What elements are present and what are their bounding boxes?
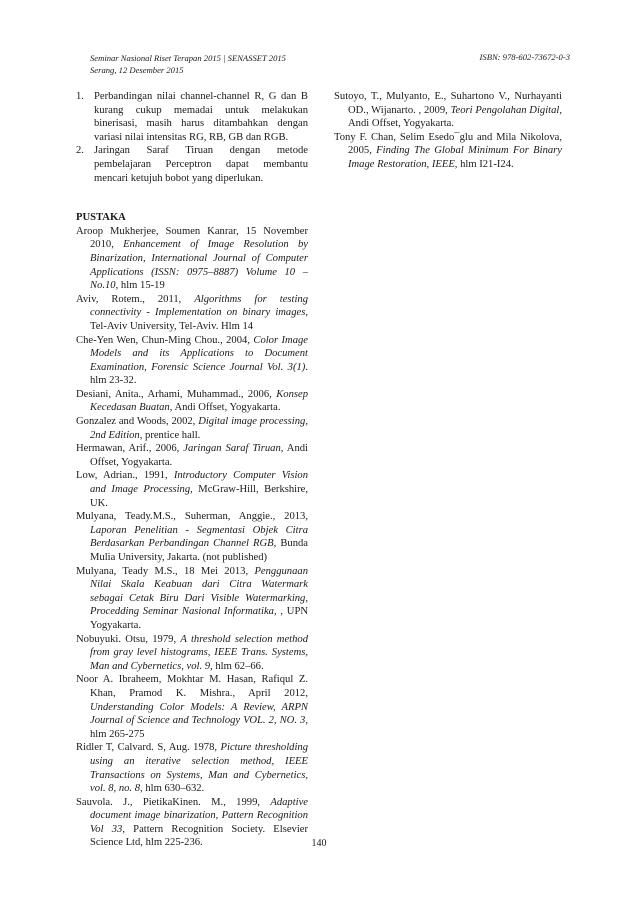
right-column — [334, 90, 562, 172]
reference-authors-year: Tony F. Chan, Selim Esedo¯glu and Mila Nikolova, 2005, — [334, 131, 562, 157]
conclusion-number: 1. — [76, 91, 84, 102]
reference-authors-year: Che-Yen Wen, Chun-Ming Chou., 2004, — [76, 334, 254, 346]
reference-authors-year: Desiani, Anita., Arhami, Muhammad., 2006, — [76, 388, 277, 400]
reference-authors-year: Ridler T, Calvard. S, Aug. 1978, — [76, 742, 221, 754]
reference-title: Finding The Global Minimum For Binary Image Restoration, IEEE — [348, 145, 563, 170]
reference-authors-year: Hermawan, Arif., 2006, — [76, 443, 184, 455]
reference-entry — [334, 90, 562, 131]
reference-publisher-pages: . hlm 23-32. — [90, 361, 308, 387]
reference-entry — [76, 469, 308, 510]
reference-authors-year: Aroop Mukherjee, Soumen Kanrar, 15 November 2010, — [76, 225, 308, 251]
left-column — [76, 90, 308, 850]
reference-entry — [76, 388, 308, 415]
reference-publisher-pages: , Bunda Mulia University, Jakarta. (not published) — [90, 538, 308, 563]
reference-publisher-pages: , Andi Offset, Yogyakarta. — [90, 443, 308, 468]
reference-entry — [76, 741, 308, 795]
header-date-line: Serang, 12 Desember 2015 — [90, 65, 184, 75]
reference-title: Color Image Models and its Applications to Document Examination, Forensic Science Journal Vol. 3(1) — [90, 334, 308, 373]
reference-title: A threshold selection method from gray level histograms, IEEE Trans. Systems, Man and Cybernetics, vol. 9 — [90, 633, 308, 672]
running-header-isbn: ISBN: 978-602-73672-0-3 — [479, 52, 570, 62]
reference-publisher-pages: , McGraw-Hill, Berkshire, UK. — [90, 484, 308, 509]
reference-list — [76, 225, 308, 850]
reference-entry — [76, 565, 308, 633]
reference-authors-year: Gonzalez and Woods, 2002, — [76, 416, 199, 428]
reference-entry — [76, 673, 308, 741]
reference-authors-year: Low, Adrian., 1991, — [76, 470, 174, 482]
conclusion-number: 2. — [76, 145, 84, 157]
reference-authors-year: Nobuyuki. Otsu, 1979, — [76, 633, 181, 645]
reference-publisher-pages: , hlm 265-275 — [90, 715, 308, 740]
conclusion-text: Jaringan Saraf Tiruan dengan metode pembelajaran Perceptron dapat membantu mencari ketujuh bobot yang diperlukan. — [94, 145, 308, 184]
conclusion-item — [76, 144, 308, 185]
reference-title: Algorithms for testing connectivity - Implementation on binary images — [90, 293, 309, 319]
reference-title: Penggunaan Nilai Skala Keabuan dari Citra Watermark sebagai Cetak Biru Dari Visible Watermarking, Procedding Seminar Nasional Informatika — [90, 565, 308, 618]
reference-publisher-pages: , Pattern Recognition Society. Elsevier Science Ltd, hlm 225-236. — [90, 823, 308, 849]
reference-publisher-pages: , hlm 15-19 — [115, 280, 165, 292]
reference-entry — [76, 633, 308, 674]
reference-publisher-pages: , Tel-Aviv University, Tel-Aviv. Hlm 14 — [90, 307, 308, 332]
reference-entry — [76, 334, 308, 388]
conclusion-text: Perbandingan nilai channel-channel R, G dan B kurang cukup memadai untuk melakukan binerisasi, masih harus ditambahkan dengan variasi nilai intensitas RG, RB, GB dan RGB. — [94, 91, 308, 143]
reference-title: Introductory Computer Vision and Image Processing — [90, 470, 308, 496]
reference-authors-year: Mulyana, Teady.M.S., Suherman, Anggie., 2013, — [76, 511, 308, 523]
reference-title: Laporan Penelitian - Segmentasi Objek Citra Berdasarkan Perbandingan Channel RGB — [90, 524, 308, 550]
reference-title: Teori Pengolahan Digital — [450, 104, 560, 116]
conclusion-list — [76, 90, 308, 185]
reference-publisher-pages: , Andi Offset, Yogyakarta. — [348, 104, 562, 130]
page-number: 140 — [311, 838, 327, 849]
reference-publisher-pages: , hlm 62–66. — [210, 660, 264, 672]
reference-authors-year: Sutoyo, T., Mulyanto, E., Suhartono V., Nurhayanti OD., Wijanarto. , 2009, — [334, 91, 562, 116]
reference-entry — [334, 131, 562, 172]
reference-title: Konsep Kecedasan Buatan — [90, 388, 308, 414]
reference-title: Understanding Color Models: A Review, ARPN Journal of Science and Technology VOL. 2, NO. 3 — [90, 701, 308, 727]
reference-entry — [76, 442, 308, 469]
reference-title: Adaptive document image binarization, Pattern Recognition Vol 33 — [90, 796, 308, 835]
header-seminar-line: Seminar Nasional Riset Terapan 2015 | SENASSET 2015 — [90, 53, 286, 63]
reference-title: Jaringan Saraf Tiruan — [183, 443, 281, 455]
reference-title: Digital image processing, 2nd Edition — [90, 416, 308, 441]
reference-publisher-pages: , , UPN Yogyakarta. — [90, 606, 308, 631]
reference-publisher-pages: , prentice hall. — [139, 429, 201, 441]
section-title-pustaka: PUSTAKA — [76, 212, 126, 224]
reference-list-continued — [334, 90, 562, 172]
reference-entry — [76, 510, 308, 564]
reference-title: Picture thresholding using an iterative selection method, IEEE Transactions on Systems, Man and Cybernetics, vol. 8, no. 8 — [90, 742, 308, 795]
reference-authors-year: Aviv, Rotem., 2011, — [76, 293, 195, 305]
reference-authors-year: Sauvola. J., PietikaKinen. M., 1999, — [76, 796, 271, 808]
reference-authors-year: Noor A. Ibraheem, Mokhtar M. Hasan, Rafiqul Z. Khan, Pramod K. Mishra., April 2012, — [76, 674, 308, 699]
reference-entry — [76, 293, 308, 334]
reference-entry — [76, 415, 308, 442]
reference-publisher-pages: , hlm 630–632. — [140, 783, 205, 795]
conclusion-item — [76, 90, 308, 144]
reference-publisher-pages: , hlm I21-I24. — [454, 158, 514, 170]
reference-entry — [76, 225, 308, 293]
reference-authors-year: Mulyana, Teady M.S., 18 Mei 2013, — [76, 565, 255, 577]
reference-publisher-pages: , Andi Offset, Yogyakarta. — [169, 402, 281, 414]
reference-title: Enhancement of Image Resolution by Binarization, International Journal of Computer Applications (ISSN: 0975–8887) Volume 10 – No.10 — [90, 239, 309, 292]
running-header-left — [90, 52, 286, 76]
